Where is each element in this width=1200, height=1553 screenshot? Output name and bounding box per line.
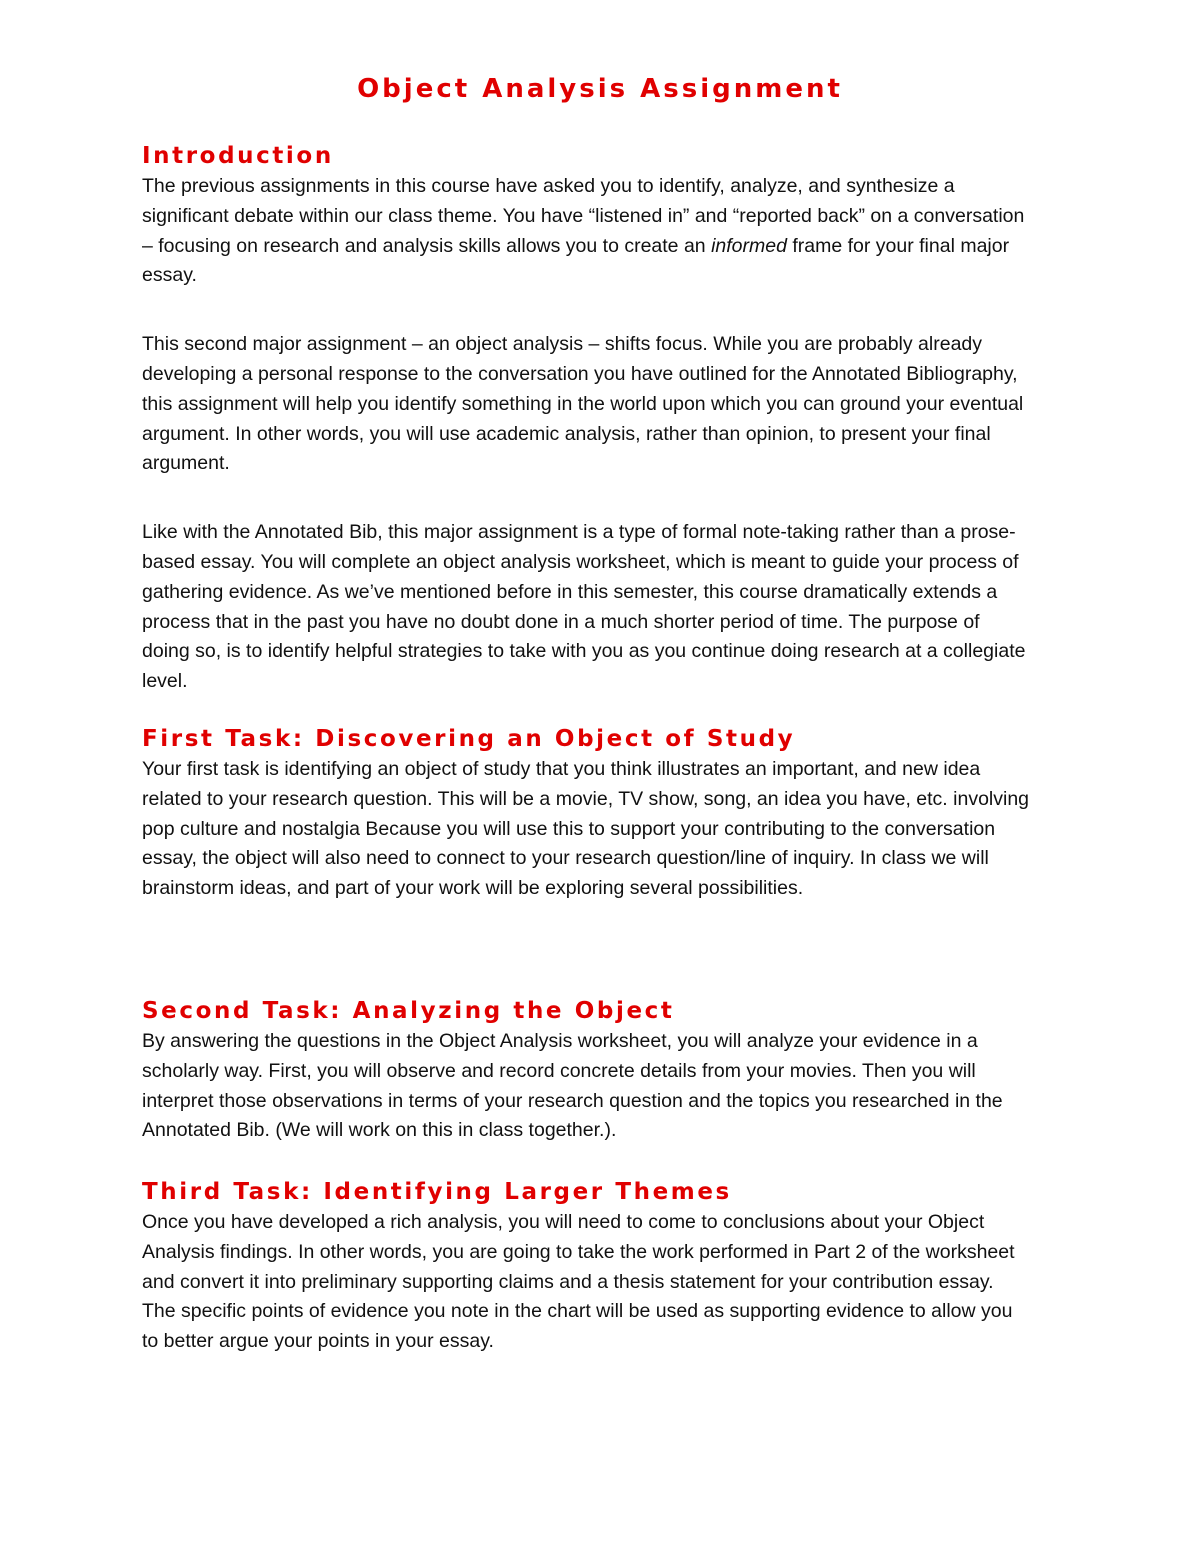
intro-paragraph-1-text-a: The previous assignments in this course have asked you to identify, analyze, and synthesize a significant debate within our class theme. You have “listened in” and “reported back” on a conversation – focusing on research and analysis skills allows you to create an xyxy=(142,175,1025,257)
section-heading-first-task: First Task: Discovering an Object of Study xyxy=(142,726,796,752)
first-task-paragraph: Your first task is identifying an object of study that you think illustrates an important, and new idea related to your research question. This will be a movie, TV show, song, an idea you have, etc. involving pop culture and nostalgia Because you will use this to support your contributing to the conversation essay, the object will also need to connect to your research question/line of inquiry. In class we will brainstorm ideas, and part of your work will be exploring several possibilities. xyxy=(142,758,1030,900)
section-first-task xyxy=(142,723,1042,904)
section-heading-second-task: Second Task: Analyzing the Object xyxy=(142,998,675,1024)
section-heading-introduction: Introduction xyxy=(142,143,334,169)
section-third-task xyxy=(142,1176,1042,1357)
intro-paragraph-3: Like with the Annotated Bib, this major assignment is a type of formal note-taking rather than a prose-based essay. You will complete an object analysis worksheet, which is meant to guide your process of gathering evidence. As we’ve mentioned before in this semester, this course dramatically extends a process that in the past you have no doubt done in a much shorter period of time. The purpose of doing so, is to identify helpful strategies to take with you as you continue doing research at a collegiate level. xyxy=(142,521,1026,693)
intro-paragraph-2: This second major assignment – an object analysis – shifts focus. While you are probably already developing a personal response to the conversation you have outlined for the Annotated Bibliography, this assignment will help you identify something in the world upon which you can ground your eventual argument. In other words, you will use academic analysis, rather than opinion, to present your final argument. xyxy=(142,333,1024,475)
second-task-paragraph: By answering the questions in the Object Analysis worksheet, you will analyze your evidence in a scholarly way. First, you will observe and record concrete details from your movies. Then you will interpret those observations in terms of your research question and the topics you researched in the Annotated Bib. (We will work on this in class together.). xyxy=(142,1030,1003,1142)
section-second-task xyxy=(142,995,1042,1146)
document-title: Object Analysis Assignment xyxy=(357,74,843,104)
emphasized-word: informed xyxy=(711,234,787,257)
intro-paragraph-1-text-b: frame for your final major essay. xyxy=(142,234,1010,287)
section-heading-third-task: Third Task: Identifying Larger Themes xyxy=(142,1179,732,1205)
section-introduction xyxy=(142,140,1042,697)
intro-paragraph-1 xyxy=(142,172,1032,291)
third-task-paragraph: Once you have developed a rich analysis, you will need to come to conclusions about your Object Analysis findings. In other words, you are going to take the work performed in Part 2 of the worksheet and convert it into preliminary supporting claims and a thesis statement for your contribution essay. The specific points of evidence you note in the chart will be used as supporting evidence to allow you to better argue your points in your essay. xyxy=(142,1211,1015,1353)
